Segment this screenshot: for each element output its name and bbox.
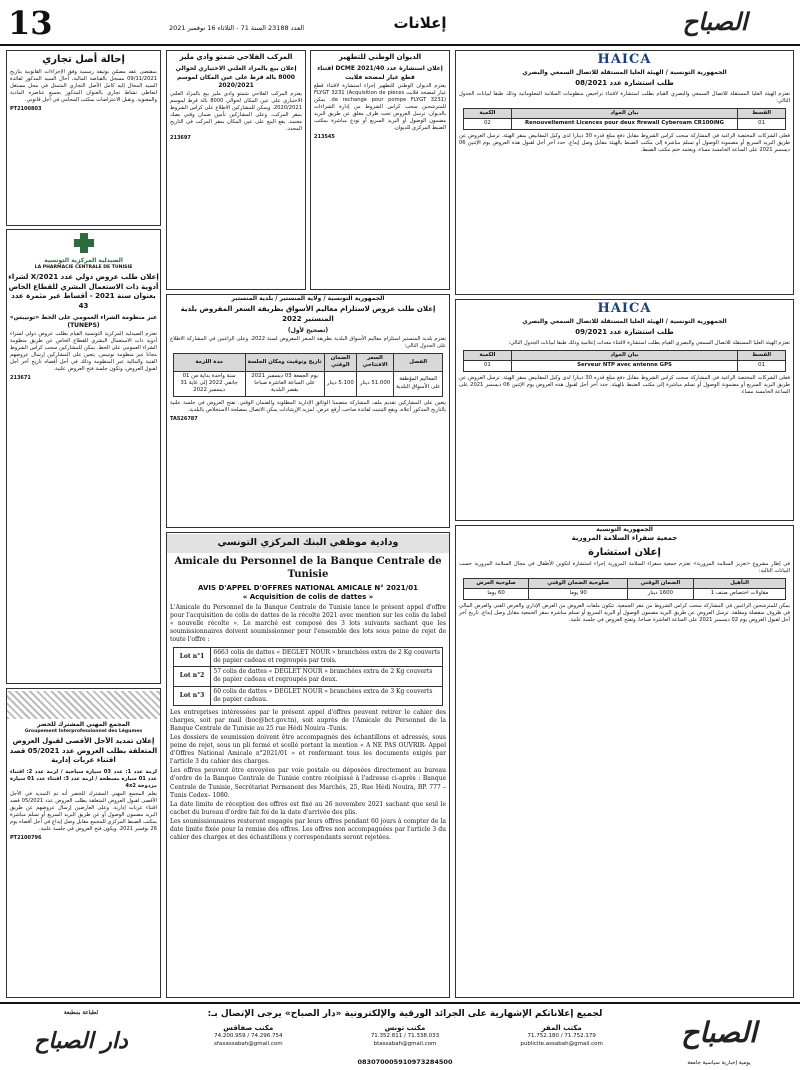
ad-ref: 213545 xyxy=(314,133,335,140)
table-row xyxy=(173,648,443,667)
haica1-table xyxy=(463,108,787,130)
dar-assabah-sub: لطباعة بمطبعة xyxy=(63,1010,99,1016)
ad-monastir xyxy=(166,294,450,528)
table-header: تاريخ وتوقيت ومكان الجلسة xyxy=(245,354,324,372)
footer-call: لجميع إعلاناتكم الإشهارية على الجرائد الورقية والإلكترونية «دار الصباح» يرجى الإتصال بـ: xyxy=(207,1009,603,1019)
ad-subtitle: إعلان بيع بالمزاد العلني الاختياري لحوالي 8000 بالة قرط على عين المكان لموسم 2020/2021 xyxy=(175,65,297,89)
table-cell: 01 xyxy=(463,361,511,371)
dar-assabah-name: دار الصباح xyxy=(34,1028,128,1054)
ad-org: الجمهورية التونسية / الهيئة العليا المستقلة للاتصال السمعي والبصري xyxy=(522,317,727,325)
notice-title-fr: Amicale du Personnel de la Banque Centrale de Tunisie xyxy=(174,555,442,581)
ad-intro: تعتزم الهيئة العليا المستقلة للاتصال السمعي والبصري القيام بطلب استشارة لاقتناء معدات إعلامية وذلك طبقا لبيانات الجدول التالي: xyxy=(508,340,790,347)
table-cell: Serveur NTP avec antenne GPS xyxy=(512,361,738,371)
road-table xyxy=(463,578,787,600)
ad-pharmacie-centrale xyxy=(6,229,161,684)
ad-lots: لزمة عدد 1: عدد 03 سيارة سياحية / لزمة عدد 2: اقتناء عدد 01 سيارة مسطحة / لزمة عدد 3: اقتناء عدد 01 سيارة مزدوجة 4x2 xyxy=(10,768,157,789)
table-header: الكمية xyxy=(463,109,511,119)
ad-title: إعلان استشارة xyxy=(588,546,661,558)
table-cell: 90 يوما xyxy=(529,589,627,599)
newspaper-logo: الصباح xyxy=(682,7,748,36)
office-sfax xyxy=(170,1024,327,1054)
ad-header: الجمهورية التونسية xyxy=(596,526,653,533)
ad-body: يعتزم الديوان الوطني للتطهير إجراء استشارة لاقتناء قطع غيار لمضخة فلايت FLYGT 3231 (Acquisition de pièces de rechange pour pompe FLYGT 3231). يمكن للمترشحين سحب كراس الشروط من إدارة الشراءات بالديوان. ترسل العروض تحت ظرف مغلق عن طريق البريد مضمون الوصول أو البريد السريع أو تودع مباشرة بمكتب الضبط المركزي للديوان. xyxy=(314,82,446,131)
ad-org: الجمهورية التونسية / الهيئة العليا المستقلة للاتصال السمعي والبصري xyxy=(522,68,727,76)
issue-info: العدد 23188 السنة 71 - الثلاثاء 16 نوفمبر 2021 xyxy=(168,24,304,32)
table-cell: يوم الجمعة 03 ديسمبر 2021 على الساعة العاشرة صباحا بقصر البلدية xyxy=(245,371,324,396)
ad-title: المركب الفلاحي شمتو وادي مليز xyxy=(179,53,293,61)
office-mail[interactable]: publicite.assabah@gmail.com xyxy=(520,1040,603,1047)
ad-subtitle: عبر منظومة الشراء العمومي على الخط «تونيبس» (TUNEPS) xyxy=(9,314,158,330)
table-cell: Renouvellement Licences pour deux firewall Cyberoam CR100iNG xyxy=(512,119,738,129)
monastir-table xyxy=(173,353,444,396)
table-row xyxy=(173,686,443,705)
ad-ref: TA526787 xyxy=(170,415,198,422)
lot-label: Lot n°2 xyxy=(173,667,211,686)
lot-label: Lot n°3 xyxy=(173,686,211,705)
table-header: السعر الافتتاحي xyxy=(357,354,394,372)
office-hq xyxy=(483,1024,640,1054)
table-cell: 1600 دينار xyxy=(627,589,693,599)
group-logo-graphic xyxy=(7,691,160,719)
lots-table xyxy=(173,647,444,706)
ad-body: فعلى الشركات المختصة الراغبة في المشاركة سحب كراس الشروط مقابل دفع مبلغ قدره 30 دينارا لدى وكيل المقابيض بمقر الهيئة. ترسل العروض عن طريق البريد السريع أو مضمونة الوصول أو تسلم مباشرة إلى مكتب الضبط بالهيئة مقابل وصل إيداع. حدد آخر أجل لقبول هذه العروض يوم الإثنين 06 ديسمبر 2021 على الساعة الخامسة مساء، ويعتمد ختم مكتب الضبط. xyxy=(459,132,790,153)
ad-title: إعلان تمديد الآجل الأقصى لقبول العروض المتعلقة بطلب العروض عدد 05/2021 قصد اقتناء عربات إدارية xyxy=(9,737,158,765)
office-mail[interactable]: sfaxassabah@gmail.com xyxy=(214,1040,283,1047)
pharmacie-logo-icon xyxy=(71,232,97,254)
ad-amicale-bct xyxy=(166,532,450,998)
ad-body: يمكن للمترشحين الراغبين في المشاركة سحب كراس الشروط من مقر الجمعية. تتكون ملفات العروض من العرض الإداري والعرض الفني والعرض المالي في ظروف منفصلة ومغلقة. ترسل العروض عن طريق البريد مضمون الوصول أو البريد السريع أو تسلم مباشرة بمقر الجمعية مقابل وصل إيداع. تاريخ آخر أجل لقبول العروض يوم 02 ديسمبر 2021 على الساعة العاشرة صباحا، وتفتح العروض في جلسة علنية. xyxy=(459,602,790,623)
table-cell: سنة واحدة بداية من 01 جانفي 2022 إلى غاية 31 ديسمبر 2022 xyxy=(173,371,245,396)
table-row xyxy=(173,371,443,396)
haica-logo: HAICA xyxy=(597,52,652,67)
ad-body: يعتزم المركب الفلاحي شمتو وادي مليز بيع بالمزاد العلني الاختياري على عين المكان لحوالي 8000 بالة قرط لموسم 2020/2021. ويمكن للمشاركين الاطلاع على كراس الشروط بمقر المركب. وعلى المشاركين تأمين ضمان وقتي بصك معتمد. يقع البيع على عين المكان بمقر المركب في التاريخ المحدد. xyxy=(170,90,302,132)
org-name-ar: الصيدلية المركزية التونسية xyxy=(44,257,123,265)
ad-intro: في إطار مشروع «تعزيز السلامة المرورية» تعتزم جمعية سفراء السلامة المرورية إجراء استشارة لتكوين الأطفال في مجال السلامة المرورية حسب البيانات التالية: xyxy=(459,561,790,575)
haica-logo: HAICA xyxy=(597,301,652,316)
ad-body: يتعين على المشاركين تقديم ملف المشاركة متضمنا الوثائق الإدارية المطلوبة والضمان الوقتي. تفتح العروض في جلسة علنية بالتاريخ المذكور أعلاه، ويقع التبتيت لفائدة صاحب أرفع عرض. لمزيد الإرشادات يمكن الاتصال بمصلحة الاستخلاص بالبلدية. xyxy=(170,399,446,413)
ad-ref: 213697 xyxy=(170,134,191,141)
ad-legumes xyxy=(6,688,161,998)
table-cell: 5.100 دينار xyxy=(324,371,356,396)
table-cell: مقاولات اختصاص صنف 1 xyxy=(693,589,785,599)
table-row xyxy=(463,119,786,129)
header-rule xyxy=(0,44,800,46)
table-header: التأهيل xyxy=(693,579,785,589)
table-header: الفصل xyxy=(394,354,443,372)
table-row xyxy=(463,361,786,371)
ad-title: إحالة أصل تجاري xyxy=(42,54,125,65)
ad-business-transfer xyxy=(6,50,161,226)
table-header: القسط xyxy=(737,351,785,361)
table-header-row xyxy=(463,351,786,361)
table-header: بيان المواد xyxy=(512,109,738,119)
ad-title: إعلان طلب عروض دولي عدد 2021/X لشراء أدوية ذات الاستعمال البشري للقطاع الخاص بعنوان سنة 2021 - أقساط غير مثمرة عدد 43 xyxy=(8,273,159,310)
table-header: مدة اللزمة xyxy=(173,354,245,372)
haica2-table xyxy=(463,350,787,372)
ad-header: الجمهورية التونسية / ولاية المنستير / بلدية المنستير xyxy=(231,295,385,302)
ad-intro: تعتزم الهيئة العليا المستقلة للاتصال السمعي والبصري القيام بطلب استشارة لاقتناء تراخيص منظومات السلامة المعلوماتية وذلك طبقا لبيانات الجدول التالي: xyxy=(459,91,790,105)
ad-title: طلب استشارة عدد 09/2021 xyxy=(575,327,674,336)
table-cell: 51.000 دينار xyxy=(357,371,394,396)
office-name: مكتب صفاقس xyxy=(223,1024,274,1032)
table-row xyxy=(463,589,786,599)
lot-text: 60 colis de dattes « DEGLET NOUR » branchées extra de 3 Kg couverts de papier cadeau. xyxy=(211,686,443,705)
group-name-fr: Groupement Interprofessionnel des Légumes xyxy=(24,729,143,735)
ad-ref: PT2100796 xyxy=(10,834,42,841)
office-tunis xyxy=(327,1024,484,1054)
ad-title: إعلان طلب عروض لاستلزام معاليم الأسواق بطريقة السعر المفروض بلدية المنستير 2022 xyxy=(180,305,436,323)
office-name: مكتب تونس xyxy=(384,1024,426,1032)
table-header-row xyxy=(463,109,786,119)
table-cell: 01 xyxy=(737,119,785,129)
ad-body: بمقتضى عقد مضمّن بوثيقة رسمية وفق الإجراءات القانونية بتاريخ 09/11/2021 مسجل بالقباضة المالية، أحال السيد المذكور لفائدة السيد المحال إليه كامل الأصل التجاري المتمثل في محل مستغل لتعاطي نشاط تجاري بالعنوان المذكور بجميع عناصره المادية والمعنوية. وتقبل الاعتراضات بمكتب المحامي في أجل قانوني. xyxy=(10,68,157,103)
table-cell: 01 xyxy=(737,361,785,371)
dar-assabah-logo xyxy=(6,1010,156,1066)
ad-subtitle: إعلان استشارة عدد DCME 2021/40 اقتناء قطع غيار لمضخة فلايت xyxy=(317,65,443,81)
ad-subtitle: (تصحيح لأول) xyxy=(287,326,329,334)
ad-haica-09 xyxy=(455,299,794,521)
ad-haica-08 xyxy=(455,50,794,295)
office-tel: 71.338.033 / 71.352.811 xyxy=(370,1033,440,1040)
table-header: الضمان الوقتي xyxy=(627,579,693,589)
page-number: 13 xyxy=(8,6,53,40)
table-header: بيان المواد xyxy=(512,351,738,361)
table-header: صلوحية الضمان الوقتي xyxy=(529,579,627,589)
footer-offices xyxy=(170,1024,640,1054)
footer xyxy=(0,1002,800,1070)
footer-caption: يومية إخبارية سياسية جامعة xyxy=(687,1059,751,1066)
ad-body: فعلى الشركات المختصة الراغبة في المشاركة سحب كراس الشروط مقابل دفع مبلغ قدره 30 دينارا لدى وكيل المقابيض بمقر الهيئة. ترسل العروض عن طريق البريد السريع أو مضمونة الوصول أو تسلم مباشرة إلى مكتب الضبط بالهيئة. حدد آخر أجل لقبول هذه العروض يوم الإثنين 06 ديسمبر 2021 على الساعة الخامسة مساء. xyxy=(459,374,790,395)
table-header: الضمان الوقتي xyxy=(324,354,356,372)
office-mail[interactable]: btassabah@gmail.com xyxy=(373,1040,437,1047)
ad-body: تعتزم الصيدلية المركزية التونسية القيام بطلب عروض دولي لشراء أدوية ذات الاستعمال البشري للقطاع الخاص عن طريق منظومة الشراء العمومي على الخط. يمكن للمشاركين سحب كراس الشروط مجانا عبر منظومة تونيبس. يتعين على المشاركين إرسال عروضهم الفنية والمالية عبر المنظومة وذلك في أجل أقصاه تاريخ آخر أجل لقبول العروض، وتكون جلسة فتح العروض علنية. xyxy=(10,331,157,373)
ad-onas xyxy=(310,50,450,290)
ad-org: جمعية سفراء السلامة المرورية xyxy=(571,534,678,543)
table-row xyxy=(173,667,443,686)
lot-text: 6663 colis de dattes « DEGLET NOUR » branchées extra de 2 Kg couverts de papier cadeau et regroupés par trois. xyxy=(211,648,443,667)
office-name: مكتب المقر xyxy=(541,1024,582,1032)
ad-title: الديوان الوطني للتطهير xyxy=(338,53,422,61)
ad-title: طلب استشارة عدد 08/2021 xyxy=(575,78,674,87)
notice-subject: « Acquisition de colis de dattes » xyxy=(242,593,374,602)
table-header-row xyxy=(463,579,786,589)
table-header: القسط xyxy=(737,109,785,119)
table-cell: 60 يوما xyxy=(463,589,529,599)
table-cell: 02 xyxy=(463,119,511,129)
notice-body: Les dossiers de soumission doivent être accompagnés des échantillons et adressés, sous peine de rejet, sous un pli fermé et scellé portant la mention « A NE PAS OUVRIR- Appel d'Offres National Amicale n°2021/01 » et renfermant tous les documents exigés par l'article 3 du cahier des charges. xyxy=(170,734,446,766)
notice-title-ar: ودادية موظفي البنك المركزي التونسي xyxy=(167,534,449,553)
table-header-row xyxy=(173,354,443,372)
notice-body: Les offres peuvent être envoyées par voie postale ou déposées directement au bureau d'ordre de la Banque Centrale de Tunisie contre récépissé à l'adresse ci-après : Banque Centrale de Tunisie, Secrétariat Permanent des Marchés, 25, Rue Hédi Nouira, BP. 777 – Tunis Cedex– 1080. xyxy=(170,767,446,799)
group-name-ar: المجمع المهني المشترك للخضر xyxy=(37,721,130,728)
notice-body: Les entreprises intéressées par le présent appel d'offres peuvent retirer le cahier des charges, soit par mail (boc@bct.gov.tn), soit auprès de l'Amicale du Personnel de la Banque Centrale de Tunisie au 25 rue Hédi Nouira -Tunis. xyxy=(170,708,446,732)
ad-ref: PT2100803 xyxy=(10,105,42,112)
table-cell: المعاليم المؤظفة على الأسواق البلدية xyxy=(394,371,443,396)
ad-ref: 213671 xyxy=(10,375,31,382)
office-tel: 74.296.754 / 74.200.959 xyxy=(214,1033,283,1040)
table-header: صلوحية العرض xyxy=(463,579,529,589)
footer-logo: الصباح xyxy=(681,1016,757,1049)
office-tel: 71.752.179 / 71.752.180 xyxy=(527,1033,596,1040)
org-name-fr: LA PHARMACIE CENTRALE DE TUNISIE xyxy=(34,265,133,271)
notice-avis: AVIS D'APPEL D'OFFRES NATIONAL AMICALE N° 2021/01 xyxy=(198,583,418,592)
notice-intro: L'Amicale du Personnel de la Banque Centrale de Tunisie lance le présent appel d'offre pour l'acquisition de colis de dattes de la récolte 2021 avec mention sur les colis du label « nouvelle récolte ». Le marché est composé des 3 lots suivants sachant que les soumissionnaires doivent soumissionner pour l'ensemble des lots sous peine de rejet de toute l'offre : xyxy=(170,603,446,644)
footer-account: 083070005910973284500 xyxy=(357,1058,453,1066)
table-header: الكمية xyxy=(463,351,511,361)
notice-body: La date limite de réception des offres est fixé au 26 novembre 2021 sachant que seul le cachet du bureau d'ordre fait foi de la date d'arrivée des plis. xyxy=(170,800,446,816)
ad-chemtou xyxy=(166,50,306,290)
ad-body: يعلم المجمع المهني المشترك للخضر أنه تم التمديد في الأجل الأقصى لقبول العروض المتعلقة بطلب العروض عدد 05/2021 قصد اقتناء عربات إدارية. وعلى العارضين إرسال عروضهم عن طريق البريد مضمون الوصول أو عن طريق البريد السريع أو تسلم مباشرة بمكتب الضبط المركزي للمجمع مقابل وصل إيداع في أجل أقصاه يوم 26 نوفمبر 2021. ويكون فتح العروض في جلسة علنية. xyxy=(10,790,157,832)
notice-body: Les soumissionnaires resteront engagés par leurs offres pendant 60 jours à compter de la date limite fixée pour la remise des offres. Les offres non accompagnées par l'article 3 du cahier des charges et des échantillons y correspondants seront rejetées. xyxy=(170,817,446,842)
pharmacie-logo xyxy=(7,232,160,257)
section-title: إعلانات xyxy=(393,14,447,32)
ad-road-safety xyxy=(455,525,794,998)
lot-label: Lot n°1 xyxy=(173,648,211,667)
ad-intro: تعتزم بلدية المنستير استلزام معاليم الأسواق البلدية بطريقة السعر المفروض لسنة 2022، وعلى الراغبين في المشاركة الاطلاع على الجدول التالي: xyxy=(170,336,447,350)
lot-text: 57 colis de dattes « DEGLET NOUR » branchées extra de 2 Kg couverts de papier cadeau et regroupés par deux. xyxy=(211,667,443,686)
